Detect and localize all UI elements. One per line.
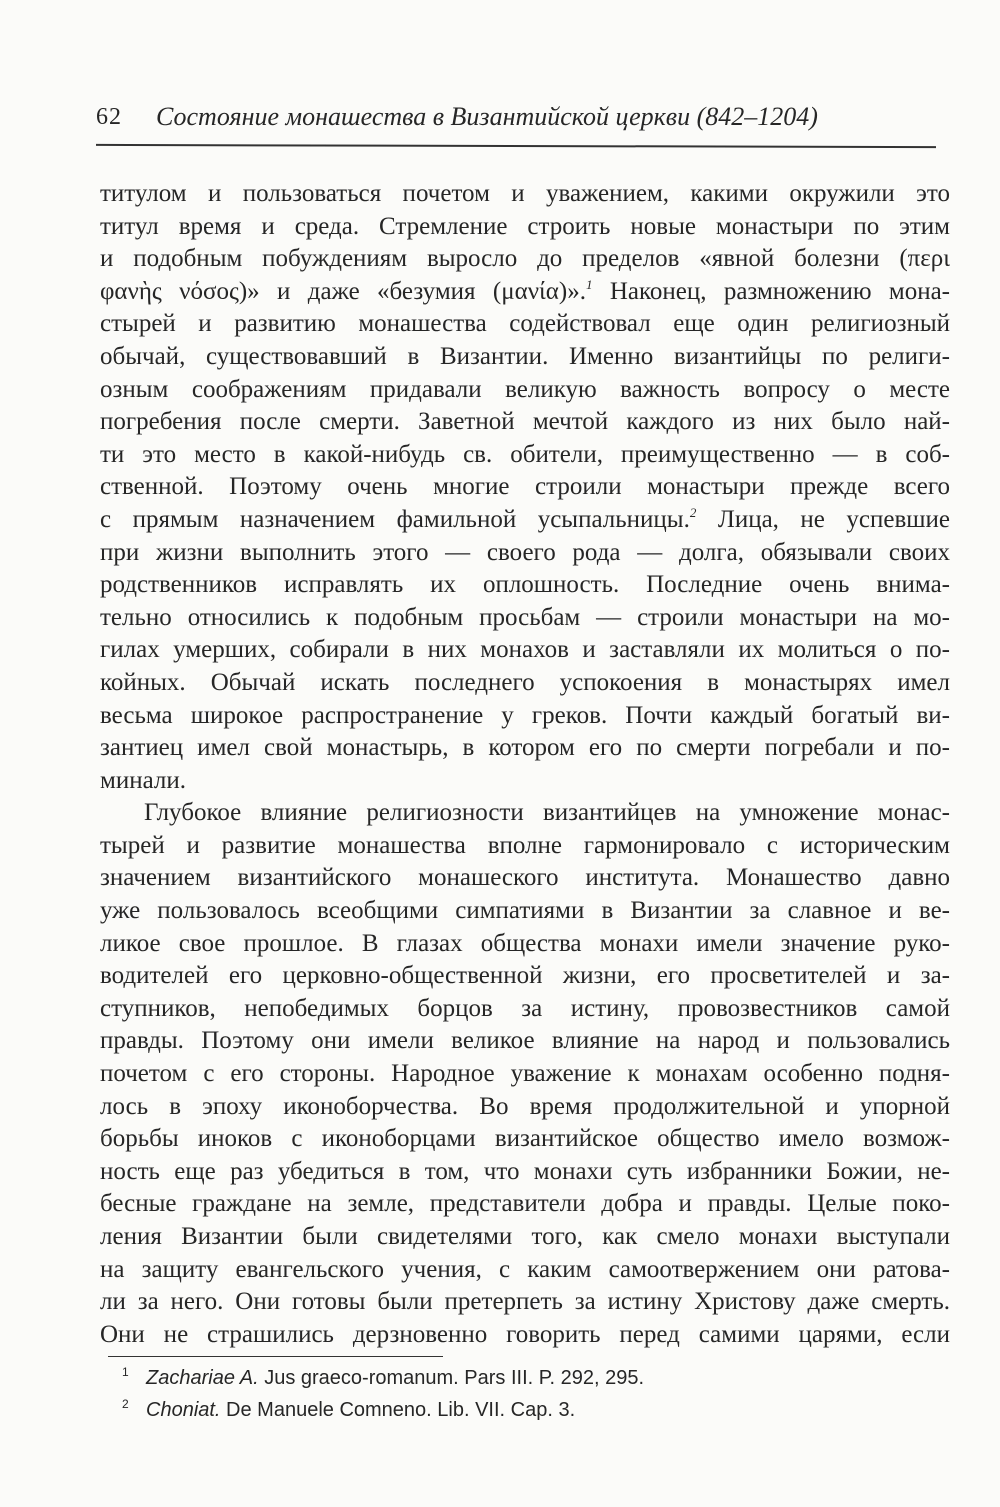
text-line: лось в эпоху иконоборчества. Во время продолжительной и упорной xyxy=(100,1092,950,1120)
footnote-1 xyxy=(122,1362,645,1394)
text-line: при жизни выполнить этого — своего рода — долга, обязывали своих xyxy=(100,538,950,566)
text-line: обычай, существовавший в Византии. Именно византийцы по религи- xyxy=(100,342,950,370)
running-title: Состояние монашества в Византийской церкви (842–1204) xyxy=(156,102,818,131)
footnote-text: De Manuele Comneno. Lib. VII. Cap. 3. xyxy=(220,1399,576,1421)
footnote-author: Zachariae A. xyxy=(146,1367,259,1389)
text-line: ли за него. Они готовы были претерпеть за истину Христову даже смерть. xyxy=(100,1288,950,1316)
text-segment: Наконец, размножению мона- xyxy=(592,277,950,305)
text-line: водителей его церковно-общественной жизни, его просветителей и за- xyxy=(100,962,950,990)
footnote-reference: 1 xyxy=(585,276,593,292)
text-line: и подобным побуждениям выросло до пределов «явной болезни (περι xyxy=(100,245,950,273)
text-line: титулом и пользоваться почетом и уважением, какими окружили это xyxy=(100,180,950,207)
text-line: озным соображениям придавали великую важность вопросу о месте xyxy=(100,375,950,403)
text-line: ти это место в какой-нибудь св. обители, преимущественно — в соб- xyxy=(100,440,950,468)
footnotes xyxy=(122,1362,645,1426)
text-line: минали. xyxy=(100,766,186,794)
text-line: тельно относились к подобным просьбам — строили монастыри на мо- xyxy=(100,603,950,631)
text-line: гилах умерших, собирали в них монахов и заставляли их молиться о по- xyxy=(100,636,950,664)
text-line: Глубокое влияние религиозности византийцев на умножение монас- xyxy=(144,799,950,827)
paragraph-2 xyxy=(100,797,950,1351)
text-line: правды. Поэтому они имели великое влияние на народ и пользовались xyxy=(100,1027,950,1055)
text-line: ления Византии были свидетелями того, как смело монахи выступали xyxy=(100,1223,950,1250)
text-line: ступников, непобедимых борцов за истину, провозвестников самой xyxy=(100,994,950,1022)
text-segment: с прямым назначением фамильной усыпальницы. xyxy=(100,505,690,533)
page-number: 62 xyxy=(96,104,122,130)
text-line: титул время и среда. Стремление строить новые монастыри по этим xyxy=(100,212,950,240)
text-line: койных. Обычай искать последнего успокоения в монастырях имел xyxy=(100,668,950,696)
text-line: весьма широкое распространение у греков. Почти каждый богатый ви- xyxy=(100,701,950,729)
footnote-reference: 2 xyxy=(689,504,697,520)
text-line: ликое свое прошлое. В глазах общества монахи имели значение руко- xyxy=(100,929,950,957)
text-line: почетом с его стороны. Народное уважение к монахам особенно подня- xyxy=(100,1060,950,1088)
footnote-author: Choniat. xyxy=(146,1399,221,1421)
text-line: зантиец имел свой монастырь, в котором его по смерти погребали и по- xyxy=(100,734,950,762)
text-line: борьбы иноков с иконоборцами византийское общество имело возмож- xyxy=(100,1125,950,1153)
text-line: стырей и развитию монашества содействовал еще один религиозный xyxy=(100,310,950,338)
footnote-separator xyxy=(108,1356,443,1357)
text-line: Они не страшились дерзновенно говорить перед самими царями, если xyxy=(100,1320,950,1348)
footnote-2 xyxy=(122,1394,644,1426)
page-header xyxy=(96,98,936,144)
footnote-text: Jus graeco-romanum. Pars III. P. 292, 295. xyxy=(258,1367,645,1389)
text-line: бесные граждане на земле, представители добра и правды. Целые поко- xyxy=(100,1190,950,1218)
footnote-marker: 2 xyxy=(122,1397,129,1411)
text-line: уже пользовалось всеобщими симпатиями в Византии за славное и ве- xyxy=(100,897,950,925)
text-line: родственников исправлять их оплошность. Последние очень внима- xyxy=(100,571,950,599)
text-line: ственной. Поэтому очень многие строили монастыри прежде всего xyxy=(100,473,950,501)
text-line: на защиту евангельского учения, с каким самоотвержением они ратова- xyxy=(100,1255,950,1283)
text-line: ность еще раз убедиться в том, что монахи суть избранники Божии, не- xyxy=(100,1157,950,1185)
body-text xyxy=(100,178,950,1351)
header-rule xyxy=(96,144,936,148)
text-segment: Лица, не успевшие xyxy=(696,505,950,533)
text-line xyxy=(100,504,950,537)
text-line xyxy=(100,276,950,309)
text-line: тырей и развитие монашества вполне гармонировало с историческим xyxy=(100,831,950,859)
footnote-marker: 1 xyxy=(122,1365,129,1379)
text-line: погребения после смерти. Заветной мечтой каждого из них было най- xyxy=(100,408,950,436)
text-segment: φανὴς νόσος)» и даже «безумия (μανία)». xyxy=(100,277,586,305)
paragraph-1 xyxy=(100,178,950,797)
text-line: значением византийского монашеского института. Монашество давно xyxy=(100,864,950,892)
